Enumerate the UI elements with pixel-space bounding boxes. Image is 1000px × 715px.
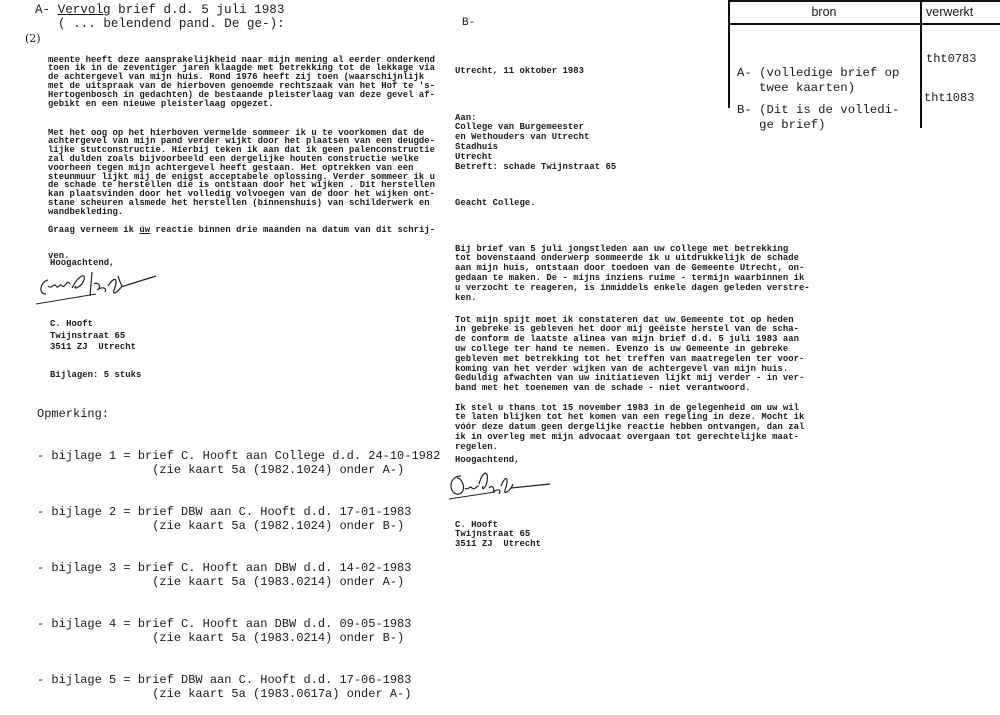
text-line: (zie kaart 5a (1983.0214) onder A-) [37,575,405,589]
header-rest: brief d.d. 5 juli 1983 [110,3,285,17]
text-line: uw college ter hand te nemen. Evenzo is uw Gemeente in gebreke [455,343,789,354]
text-line: Graag verneem ik [48,224,140,235]
table-column-divider [920,0,922,128]
card-b-greeting: Hoogachtend, [455,455,520,465]
salutation: Geacht College. [455,198,536,208]
text-line: lijke stutconstructie. Hierbij teken ik aan dat ik geen palenconstructie [48,145,436,156]
card-a-sender [50,297,136,364]
text-line: Twijnstraat 65 [50,330,126,341]
text-line: - bijlage 4 = brief C. Hooft aan DBW d.d. 09-05-1983 [37,617,412,631]
table-top-border [728,0,1000,2]
text-line: Aan: [455,112,477,123]
text-line: steunmuur lijkt mij de enigst acceptabele oplossing. Verder sommeer ik u [48,171,436,182]
text-line: Tot mijn spijt moet ik constateren dat uw Gemeente tot op heden [455,314,794,325]
text-line: meente heeft deze aansprakelijkheid naar mijn mening al eerder onderkend [48,54,436,65]
column-header-source: bron [811,5,837,19]
text-line: kan plaatsvinden door het volledig volvoegen van de door het wijken ont- [48,189,436,200]
text-line: (zie kaart 5a (1983.0617a) onder A-) [37,687,412,701]
text-line: koming van het verder wijken van de achtergevel van mijn huis. [455,363,789,374]
text-line: (zie kaart 5a (1983.0214) onder B-) [37,631,405,645]
card-a-subtitle: ( ... belendend pand. De ge-): [58,17,285,31]
text-line: Hertogenbosch in gedachten) de bestaande pleisterlaag van deze gevel af- [48,89,436,100]
text-line: 3511 ZJ Utrecht [455,539,542,550]
text-line: toen ik in de zeventiger jaren klaagde met betrekking tot de lekkage via [48,63,436,74]
text-line: en Wethouders van Utrecht [455,132,590,143]
text-line: met de uitspraak van de hierboven genoemde rechtszaak van het Hof te 's- [48,80,436,91]
letter-date: Utrecht, 11 oktober 1983 [455,66,585,76]
text-line: ken. [455,292,477,303]
text-line: B- (Dit is de volledi- [737,103,900,117]
letter-subject: Betreft: schade Twijnstraat 65 [455,162,617,172]
text-line: Utrecht [455,151,493,162]
column-header-processed: verwerkt [926,5,974,19]
text-line: band met het toenemen van de schade - niet verantwoord. [455,383,751,394]
text-line: de schade te herstellen die is ontstaan door het wijken . Dit herstellen [48,180,436,191]
text-line: C. Hooft [455,519,499,530]
recipient-address [455,94,589,172]
card-b-label: B- [462,17,476,29]
text-line: gebleven met betrekking tot het treffen van maatregelen ter voor- [455,353,805,364]
text-line: achtergevel van mijn pand verder wijkt door het plaatsen van een deugde- [48,136,436,147]
text-line: (zie kaart 5a (1982.1024) onder B-) [37,519,405,533]
text-line: tot bovenstaand onderwerp sommeerde ik u uitdrukkelijk de schade [455,253,800,264]
text-line: ge brief) [737,118,826,132]
text-line: regelen. [455,441,499,452]
text-line: (zie kaart 5a (1982.1024) onder A-) [37,463,405,477]
text-line: wandbekleding. [48,206,124,217]
table-header-divider [728,23,1000,25]
list-item [37,561,440,589]
card-a-greeting: Hoogachtend, [50,258,115,268]
text-line: College van Burgemeester [455,122,585,133]
remark-title: Opmerking: [37,407,110,421]
text-line: Ik stel u thans tot 15 november 1983 in de gelegenheid om uw wil [455,402,800,413]
text-line: Geduldig afwachten van uw initiatieven lijkt mij verder - in ver- [455,373,805,384]
processed-code-a: tht0783 [926,52,977,66]
signature-b [445,468,565,500]
list-item [37,449,440,477]
remark-list [37,421,440,715]
text-line: de achtergevel van mijn huis. Rond 1976 heeft zij toen (waarschijnlijk [48,72,425,83]
text-line: Met het oog op het hierboven vermelde sommeer ik u te voorkomen dat de [48,127,425,138]
text-line: A- (volledige brief op [737,66,900,80]
text-line: twee kaarten) [737,81,856,95]
header-underlined: Vervolg [57,3,111,17]
text-line: reactie binnen drie maanden na datum van dit schrij- [150,224,436,235]
text-line: 3511 ZJ Utrecht [50,341,137,352]
card-b-sender [455,501,541,560]
text-line: C. Hooft [50,319,94,330]
text-line: Bij brief van 5 juli jongstleden aan uw college met betrekking [455,243,789,254]
text-line: stane scheuren alsmede het herstellen (binnenshuis) van schilderwerk en [48,197,430,208]
text-line: zal dulden zoals bijvoorbeeld een dergelijke houten constructie welke [48,153,419,164]
text-line: - bijlage 2 = brief DBW aan C. Hooft d.d. 17-01-1983 [37,505,412,519]
processed-code-b: tht1083 [924,91,975,105]
text-line: gebikt en een nieuwe pleisterlaag opgezet. [48,98,274,109]
list-item [37,617,440,645]
card-b-paragraph-3 [455,384,804,462]
text-line: úw [139,224,151,235]
attachments-count: Bijlagen: 5 stuks [50,370,142,380]
text-line: vóór deze datum geen dergelijke reactie hebben ontvangen, dan zal [455,422,805,433]
text-line: de conform de laatste alinea van mijn brief d.d. 5 juli 1983 aan [455,334,800,345]
list-item [37,673,440,701]
text-line: - bijlage 1 = brief C. Hooft aan College d.d. 24-10-1982 [37,449,441,463]
text-line: aan mijn huis, ontstaan door toedoen van de Gemeente Utrecht, on- [455,263,805,274]
header-prefix: A- [35,3,58,17]
text-line: ik in overleg met mijn advocaat overgaan tot gerechtelijke maat- [455,431,800,442]
text-line: ven. [48,250,70,261]
list-item [37,505,440,533]
card-a-paragraph-1 [48,38,435,117]
text-line: te laten blijken tot het komen van een regeling in deze. Mocht ik [455,412,805,423]
text-line: gedaan te maken. De - mijns inziens ruime - termijn waarbinnen ik [455,272,805,283]
table-row [737,73,899,163]
text-line: - bijlage 3 = brief C. Hooft aan DBW d.d. 14-02-1983 [37,561,412,575]
text-line: voorheen tegen mijn achtergevel heeft gestaan. Het optrekken van een [48,162,414,173]
page-marker: (2) [25,32,41,45]
text-line: u verzocht te reageren, is inmiddels enkele dagen geleden verstre- [455,282,810,293]
text-line: Twijnstraat 65 [455,529,531,540]
text-line: in gebreke is gebleven het door mij geëiste herstel van de scha- [455,324,800,335]
text-line: - bijlage 5 = brief DBW aan C. Hooft d.d. 17-06-1983 [37,673,412,687]
text-line: Stadhuis [455,141,499,152]
card-a-header [35,3,284,17]
